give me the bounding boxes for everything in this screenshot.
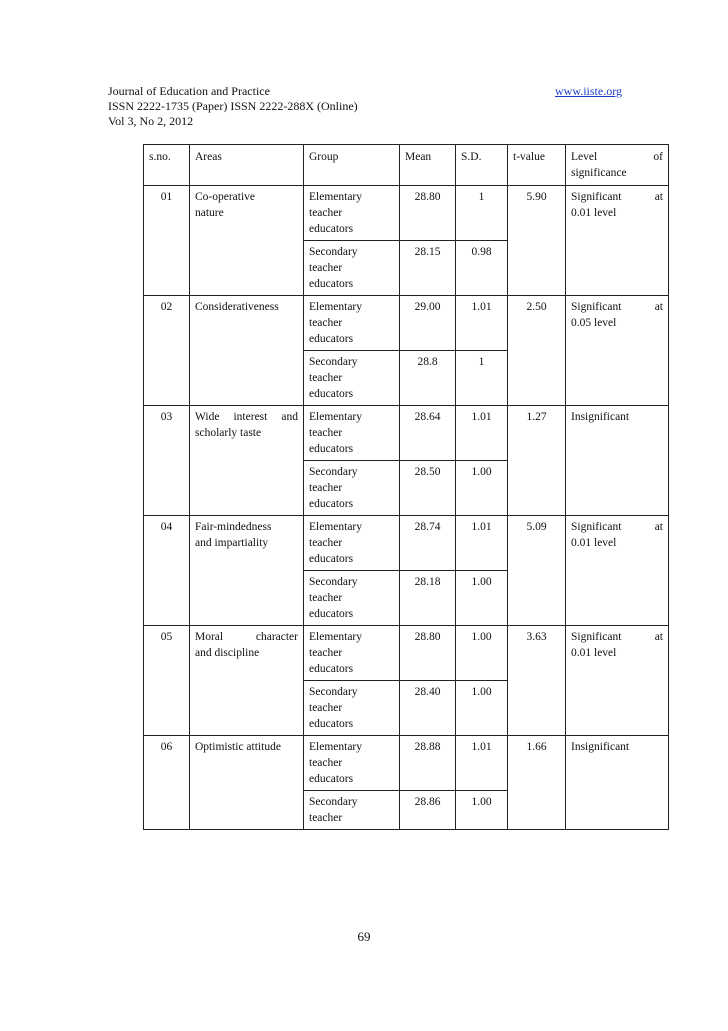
col-header-level-word: Level (571, 151, 598, 163)
area-text: scholarly taste (195, 427, 262, 439)
col-header-areas: Areas (190, 145, 304, 186)
level-text: Significant (571, 631, 622, 643)
table-row (144, 186, 669, 241)
group-text: educators (309, 388, 354, 400)
group-cell (304, 241, 400, 296)
group-text: educators (309, 663, 354, 675)
col-header-tvalue: t-value (508, 145, 566, 186)
group-text: teacher (309, 592, 343, 604)
sd-cell: 1.01 (456, 516, 508, 571)
sno-cell: 04 (144, 516, 190, 626)
sd-cell: 1.00 (456, 626, 508, 681)
area-cell (190, 626, 304, 736)
group-text: Secondary (309, 686, 358, 698)
group-cell (304, 186, 400, 241)
table-body (144, 186, 669, 830)
level-line (571, 629, 663, 645)
group-text: teacher (309, 262, 343, 274)
table-header-row (144, 145, 669, 186)
group-text: Elementary (309, 191, 363, 203)
table-row (144, 406, 669, 461)
sd-cell: 1.01 (456, 296, 508, 351)
level-at-word: at (654, 301, 663, 313)
level-line (571, 299, 663, 315)
level-value: 0.01 level (571, 207, 617, 219)
group-text: Elementary (309, 411, 363, 423)
col-header-level (566, 145, 669, 186)
table-row (144, 296, 669, 351)
group-text: teacher (309, 647, 343, 659)
tvalue-cell: 5.09 (508, 516, 566, 626)
area-cell (190, 186, 304, 296)
group-text: Elementary (309, 741, 363, 753)
group-text: Secondary (309, 466, 358, 478)
tvalue-cell: 1.66 (508, 736, 566, 830)
mean-cell: 28.18 (400, 571, 456, 626)
sno-cell: 05 (144, 626, 190, 736)
col-header-mean: Mean (400, 145, 456, 186)
mean-cell: 28.15 (400, 241, 456, 296)
col-header-of-word: of (653, 151, 663, 163)
area-text: Wide interest and (195, 411, 298, 423)
group-text: teacher (309, 372, 343, 384)
group-text: educators (309, 223, 354, 235)
group-cell (304, 351, 400, 406)
group-text: educators (309, 553, 354, 565)
group-text: teacher (309, 812, 343, 824)
mean-cell: 28.88 (400, 736, 456, 791)
group-cell (304, 406, 400, 461)
sd-cell: 1.00 (456, 571, 508, 626)
group-text: teacher (309, 427, 343, 439)
group-text: Elementary (309, 301, 363, 313)
group-cell (304, 626, 400, 681)
mean-cell: 28.50 (400, 461, 456, 516)
journal-url-link[interactable]: www.iiste.org (555, 84, 622, 98)
group-cell (304, 296, 400, 351)
level-text: Significant (571, 521, 622, 533)
area-cell (190, 406, 304, 516)
area-text: Optimistic attitude (195, 741, 281, 753)
sd-cell: 0.98 (456, 241, 508, 296)
mean-cell: 28.8 (400, 351, 456, 406)
tvalue-cell: 5.90 (508, 186, 566, 296)
mean-cell: 28.80 (400, 626, 456, 681)
group-text: educators (309, 718, 354, 730)
area-cell (190, 736, 304, 830)
col-header-group: Group (304, 145, 400, 186)
level-cell (566, 516, 669, 626)
group-text: teacher (309, 537, 343, 549)
sno-cell: 02 (144, 296, 190, 406)
level-line (571, 739, 663, 755)
area-text: and impartiality (195, 537, 269, 549)
group-text: educators (309, 498, 354, 510)
group-text: educators (309, 278, 354, 290)
table-row (144, 626, 669, 681)
level-value: 0.05 level (571, 317, 617, 329)
tvalue-cell: 1.27 (508, 406, 566, 516)
group-text: teacher (309, 757, 343, 769)
group-cell (304, 681, 400, 736)
group-cell (304, 461, 400, 516)
tvalue-cell: 2.50 (508, 296, 566, 406)
col-header-significance-word: significance (571, 167, 627, 179)
group-text: teacher (309, 317, 343, 329)
sno-cell: 03 (144, 406, 190, 516)
issn-line: ISSN 2222-1735 (Paper) ISSN 2222-288X (Online) (108, 99, 358, 113)
group-text: Secondary (309, 246, 358, 258)
mean-cell: 28.86 (400, 791, 456, 830)
group-cell (304, 736, 400, 791)
area-text: and discipline (195, 647, 260, 659)
level-line (571, 409, 663, 425)
area-cell (190, 296, 304, 406)
area-text: Co-operative (195, 191, 256, 203)
level-at-word: at (654, 631, 663, 643)
mean-cell: 28.64 (400, 406, 456, 461)
level-text: Significant (571, 301, 622, 313)
level-value: 0.01 level (571, 647, 617, 659)
group-text: teacher (309, 482, 343, 494)
area-text: Fair-mindedness (195, 521, 272, 533)
group-text: Secondary (309, 356, 358, 368)
group-text: teacher (309, 702, 343, 714)
group-text: educators (309, 443, 354, 455)
group-cell (304, 516, 400, 571)
group-cell (304, 791, 400, 830)
journal-title: Journal of Education and Practice (108, 84, 270, 98)
sd-cell: 1.01 (456, 406, 508, 461)
group-text: Secondary (309, 796, 358, 808)
level-cell (566, 736, 669, 830)
group-text: educators (309, 333, 354, 345)
level-at-word: at (654, 521, 663, 533)
level-text: Insignificant (571, 411, 630, 423)
level-at-word: at (654, 191, 663, 203)
mean-cell: 28.80 (400, 186, 456, 241)
group-text: Elementary (309, 631, 363, 643)
group-text: educators (309, 608, 354, 620)
tvalue-cell: 3.63 (508, 626, 566, 736)
group-text: educators (309, 773, 354, 785)
sd-cell: 1 (456, 351, 508, 406)
area-text: nature (195, 207, 224, 219)
level-text: Insignificant (571, 741, 630, 753)
sd-cell: 1.00 (456, 791, 508, 830)
sd-cell: 1 (456, 186, 508, 241)
sd-cell: 1.00 (456, 681, 508, 736)
level-text: Significant (571, 191, 622, 203)
level-line (571, 519, 663, 535)
col-header-sno: s.no. (144, 145, 190, 186)
group-text: teacher (309, 207, 343, 219)
level-value: 0.01 level (571, 537, 617, 549)
group-cell (304, 571, 400, 626)
group-text: Secondary (309, 576, 358, 588)
area-cell (190, 516, 304, 626)
level-cell (566, 296, 669, 406)
mean-cell: 28.74 (400, 516, 456, 571)
results-table (143, 144, 669, 830)
group-text: Elementary (309, 521, 363, 533)
sno-cell: 01 (144, 186, 190, 296)
level-cell (566, 186, 669, 296)
sd-cell: 1.00 (456, 461, 508, 516)
mean-cell: 29.00 (400, 296, 456, 351)
volume-line: Vol 3, No 2, 2012 (108, 114, 194, 128)
level-cell (566, 626, 669, 736)
table-row (144, 516, 669, 571)
level-line (571, 189, 663, 205)
level-cell (566, 406, 669, 516)
sno-cell: 06 (144, 736, 190, 830)
area-text: Considerativeness (195, 301, 279, 313)
area-text: Moral character (195, 631, 298, 643)
sd-cell: 1.01 (456, 736, 508, 791)
col-header-sd: S.D. (456, 145, 508, 186)
page-number: 69 (357, 929, 371, 944)
mean-cell: 28.40 (400, 681, 456, 736)
table-row (144, 736, 669, 791)
